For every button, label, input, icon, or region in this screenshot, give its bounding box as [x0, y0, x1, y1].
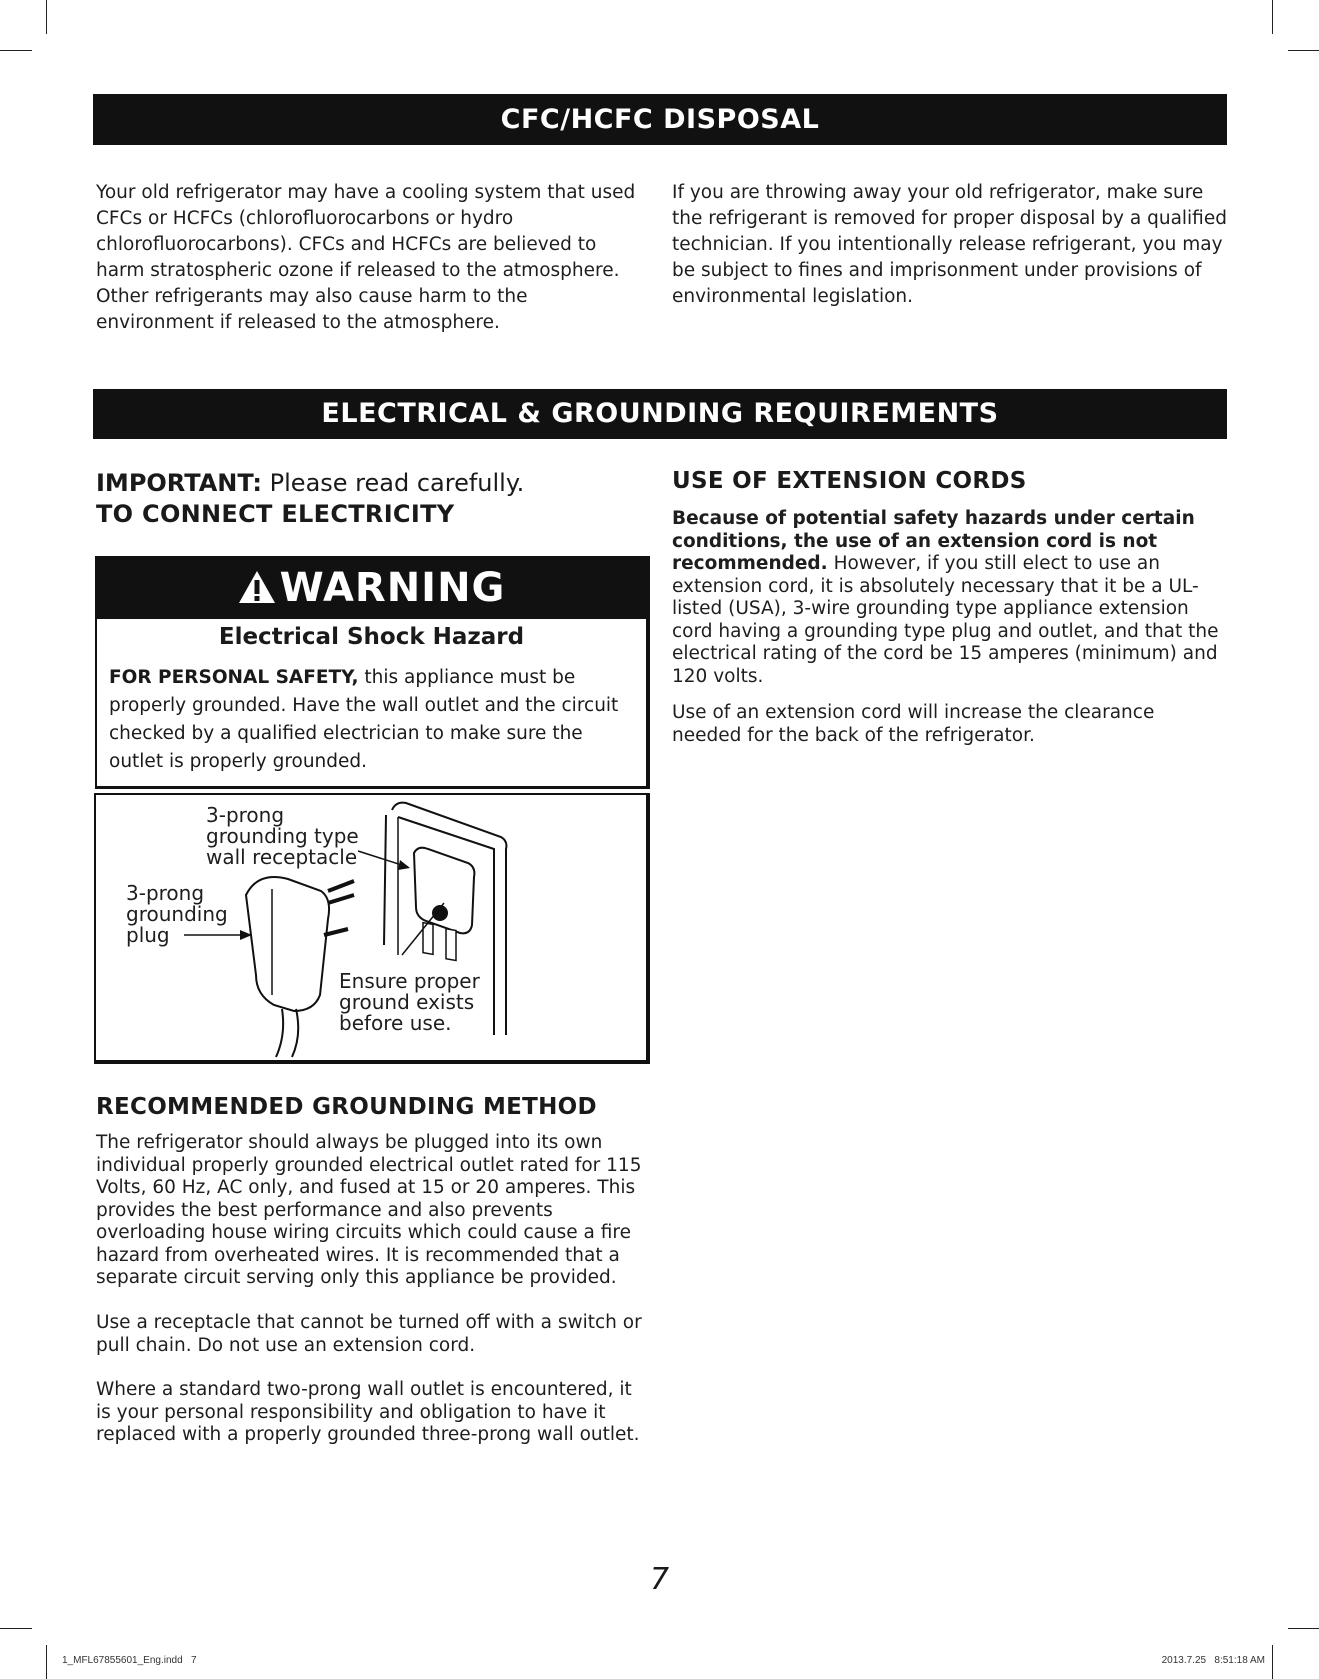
crop-mark — [0, 50, 32, 51]
ground-label-line: Ensure proper — [339, 969, 480, 993]
crop-mark — [46, 0, 47, 34]
cfc-left-paragraph: Your old refrigerator may have a cooling system that used CFCs or HCFCs (chlorofluorocarbons or hydro chlorofluorocarbons). CFCs and HCFCs are believed to harm stratospheric ozone if released to the atmosphere. Other refrigerants may also cause harm to the environment if released to the atmosphere. — [96, 182, 636, 333]
file-name-slug: 1_MFL67855601_Eng.indd 7 — [62, 1655, 197, 1666]
ground-label-line: before use. — [339, 1011, 452, 1035]
cfc-right-paragraph: If you are throwing away your old refrigerator, make sure the refrigerant is removed for proper disposal by a qualified technician. If you intentionally release refrigerant, you may be subject to fines and imprisonment under provisions of environmental legislation. — [672, 182, 1227, 307]
grounding-paragraph-1: The refrigerator should always be plugged into its own individual properly grounded electrical outlet rated for 115 Volts, 60 Hz, AC only, and fused at 15 or 20 amperes. This provides the best performance and also prevents overloading house wiring circuits which could cause a fire hazard from overheated wires. It is recommended that a separate circuit serving only this appliance be provided. — [96, 1132, 642, 1288]
grounding-paragraph-2: Use a receptacle that cannot be turned off with a switch or pull chain. Do not use an extension cord. — [96, 1312, 642, 1356]
crop-mark — [1272, 0, 1273, 34]
warning-body: this appliance must be properly grounded. Have the wall outlet and the circuit checked by a qualified electrician to make sure the outlet is properly grounded. — [109, 667, 619, 772]
warning-title: WARNING — [279, 565, 506, 611]
warning-header — [97, 558, 646, 619]
ground-label-line: ground exists — [339, 990, 475, 1014]
crop-mark — [46, 1645, 47, 1679]
grounding-heading: RECOMMENDED GROUNDING METHOD — [96, 1094, 597, 1120]
hazard-title: Electrical Shock Hazard — [218, 624, 525, 650]
timestamp-slug: 2013.7.25 8:51:18 AM — [1161, 1655, 1265, 1666]
extension-cords-heading: USE OF EXTENSION CORDS — [672, 468, 1027, 494]
crop-mark — [0, 1628, 32, 1629]
receptacle-label — [206, 805, 359, 868]
important-text: Please read carefully. — [262, 469, 525, 497]
ground-label — [339, 971, 480, 1034]
crop-mark — [1288, 50, 1319, 51]
electrical-banner: ELECTRICAL & GROUNDING REQUIREMENTS — [93, 389, 1227, 439]
crop-mark — [1272, 1645, 1273, 1679]
receptacle-label-line: 3-prong — [206, 803, 285, 827]
extension-warning-bold: Because of potential safety hazards under certain conditions, the use of an extension cord is not recommended. — [672, 508, 1195, 574]
extension-paragraph-2: Use of an extension cord will increase the clearance needed for the back of the refrigerator. — [672, 702, 1155, 746]
warning-lead: FOR PERSONAL SAFETY, — [109, 667, 359, 688]
important-line — [96, 468, 524, 498]
plug-label — [126, 883, 228, 946]
extension-paragraph-1 — [672, 508, 1227, 688]
receptacle-label-line: grounding type — [206, 824, 359, 848]
crop-mark — [1288, 1628, 1319, 1629]
plug-label-line: grounding — [126, 902, 228, 926]
cfc-disposal-banner: CFC/HCFC DISPOSAL — [93, 94, 1227, 145]
plug-outlet-illustration — [94, 793, 650, 1064]
important-label: IMPORTANT: — [96, 469, 263, 497]
grounding-paragraph-3: Where a standard two-prong wall outlet is encountered, it is your personal responsibility and obligation to have it replaced with a properly grounded three-prong wall outlet. — [96, 1379, 640, 1445]
receptacle-label-line: wall receptacle — [206, 845, 358, 869]
warning-box — [95, 556, 650, 789]
plug-label-line: 3-prong — [126, 881, 205, 905]
warning-text — [109, 664, 634, 776]
warning-triangle-icon — [238, 569, 276, 609]
plug-label-line: plug — [126, 923, 170, 947]
extension-body: However, if you still elect to use an extension cord, it is absolutely necessary that it be a UL-listed (USA), 3-wire grounding type appliance extension cord having a grounding type plug and outlet, and that the electrical rating of the cord be 15 amperes (minimum) and 120 volts. — [672, 553, 1219, 687]
connect-electricity-heading: TO CONNECT ELECTRICITY — [96, 500, 455, 528]
page-number: 7 — [649, 1562, 670, 1597]
